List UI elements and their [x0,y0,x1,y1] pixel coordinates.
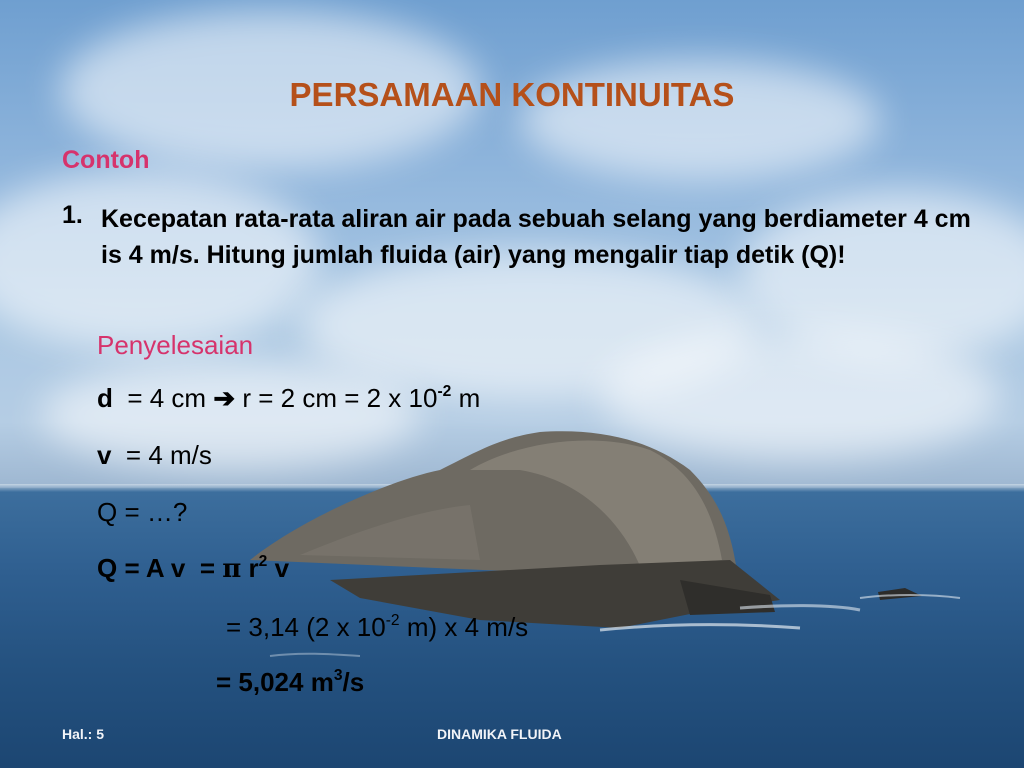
exp-calc2: 3 [333,666,343,684]
eq-d: = 4 cm [127,383,207,413]
var-d: d [97,383,113,413]
unit-m: m [458,383,481,413]
arrow-icon: ➔ [213,383,236,413]
line-q-unknown: Q = …? [97,497,188,527]
eq-v: = 4 m/s [125,440,212,470]
item-number: 1. [62,201,83,229]
footer-page-number: Hal.: 5 [62,726,105,742]
exp-calc1: -2 [385,611,400,629]
footer-topic: DINAMIKA FLUIDA [437,726,562,742]
q-v: v [274,553,290,583]
line-velocity [97,440,212,471]
exp-radius: -2 [437,382,452,400]
calc1-pre: = 3,14 (2 x 10 [226,612,386,642]
exp-r: 2 [258,552,268,570]
solution-heading: Penyelesaian [97,330,254,360]
q-eq: = [199,553,216,583]
line-calc-1 [226,612,528,643]
q-lhs: Q = A v [97,553,186,583]
example-heading: Contoh [62,146,150,174]
calc2-post: /s [342,667,365,697]
slide-title: PERSAMAAN KONTINUITAS [289,76,735,113]
radius-expr: r = 2 cm = 2 x 10 [242,383,438,413]
calc1-post: m) x 4 m/s [406,612,529,642]
var-v: v [97,440,112,470]
q-r: r [248,553,259,583]
line-diameter [97,383,480,414]
problem-text: Kecepatan rata-rata aliran air pada sebuah selang yang berdiameter 4 cm is 4 m/s. Hitung jumlah fluida (air) yang mengalir tiap detik (Q)! [101,205,971,269]
pi-symbol: π [222,554,242,584]
line-calc-2 [216,667,364,698]
line-q-formula [97,553,289,584]
calc2-pre: = 5,024 m [216,667,334,697]
